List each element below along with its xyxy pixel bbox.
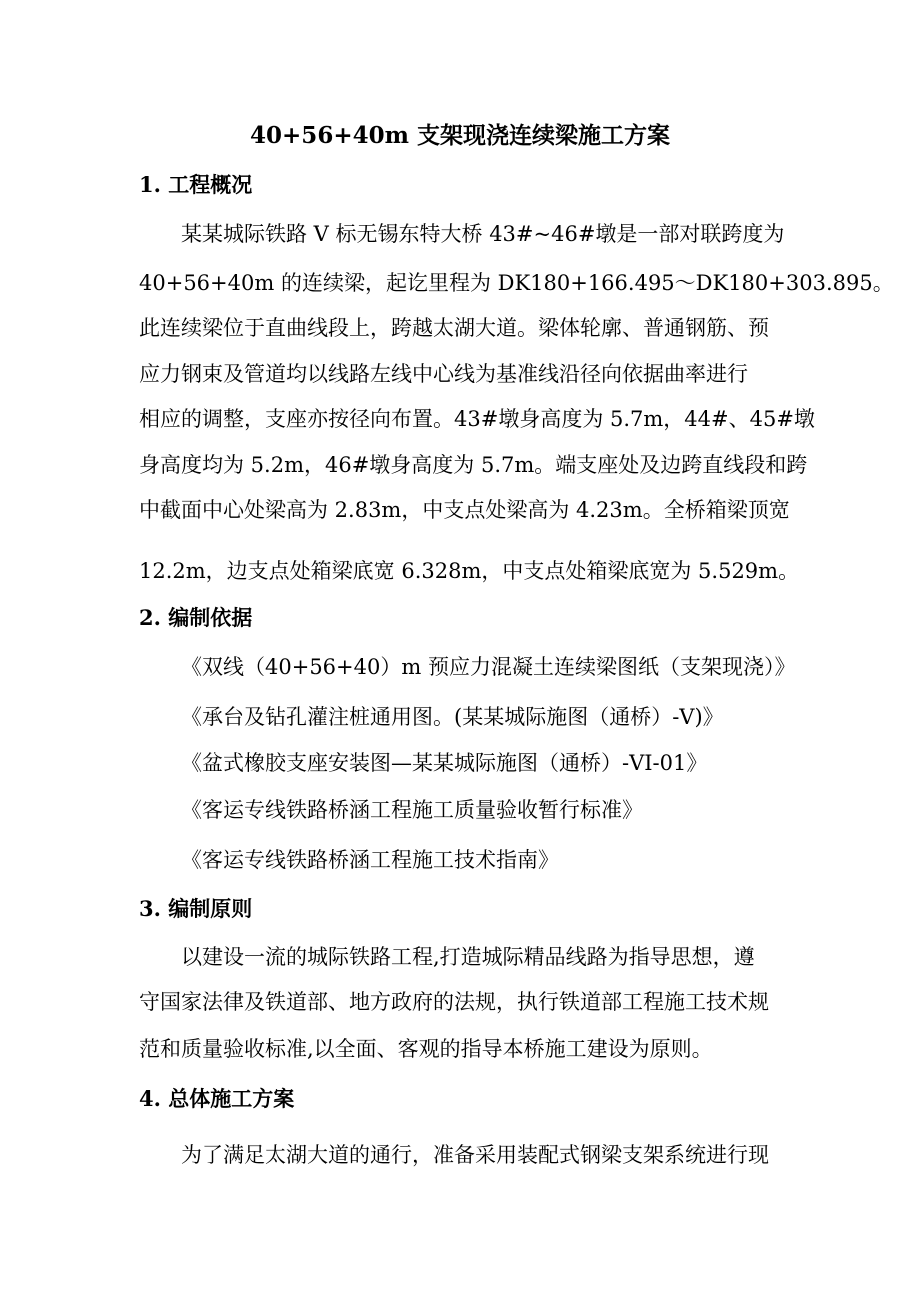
paragraph-line: 应力钢束及管道均以线路左线中心线为基准线沿径向依据曲率进行 (139, 362, 748, 386)
paragraph-line: 此连续梁位于直曲线段上，跨越太湖大道。梁体轮廓、普通钢筋、预 (139, 316, 769, 340)
paragraph-line: 40+56+40m 的连续梁，起讫里程为 DK180+166.495～DK180+303.895。 (139, 271, 894, 295)
reference-item: 《客运专线铁路桥涵工程施工技术指南》 (181, 848, 559, 872)
section-heading-overview: 1. 工程概况 (139, 172, 253, 197)
paragraph-line: 相应的调整，支座亦按径向布置。43#墩身高度为 5.7m，44#、45#墩 (139, 407, 815, 431)
paragraph-line: 为了满足太湖大道的通行，准备采用装配式钢梁支架系统进行现 (181, 1143, 769, 1167)
reference-item: 《双线（40+56+40）m 预应力混凝土连续梁图纸（支架现浇）》 (181, 655, 796, 679)
document-title: 40+56+40m 支架现浇连续梁施工方案 (250, 122, 670, 149)
paragraph-line: 范和质量验收标准,以全面、客观的指导本桥施工建设为原则。 (139, 1037, 713, 1061)
paragraph-line: 身高度均为 5.2m，46#墩身高度为 5.7m。端支座处及边跨直线段和跨 (139, 453, 808, 477)
reference-item: 《客运专线铁路桥涵工程施工质量验收暂行标准》 (181, 798, 643, 822)
reference-item: 《承台及钻孔灌注桩通用图。(某某城际施图（通桥）-V)》 (181, 705, 724, 729)
paragraph-line: 12.2m，边支点处箱梁底宽 6.328m，中支点处箱梁底宽为 5.529m。 (139, 559, 800, 583)
paragraph-line: 中截面中心处梁高为 2.83m，中支点处梁高为 4.23m。全桥箱梁顶宽 (139, 498, 790, 522)
section-heading-construction-plan: 4. 总体施工方案 (139, 1086, 295, 1111)
paragraph-line: 守国家法律及铁道部、地方政府的法规，执行铁道部工程施工技术规 (139, 990, 769, 1014)
reference-item: 《盆式橡胶支座安装图—某某城际施图（通桥）-VI-01》 (181, 751, 708, 775)
paragraph-line: 以建设一流的城际铁路工程,打造城际精品线路为指导思想，遵 (181, 945, 755, 969)
section-heading-principles: 3. 编制原则 (139, 896, 253, 921)
paragraph-line: 某某城际铁路 V 标无锡东特大桥 43#~46#墩是一部对联跨度为 (181, 222, 785, 246)
section-heading-basis: 2. 编制依据 (139, 605, 253, 630)
